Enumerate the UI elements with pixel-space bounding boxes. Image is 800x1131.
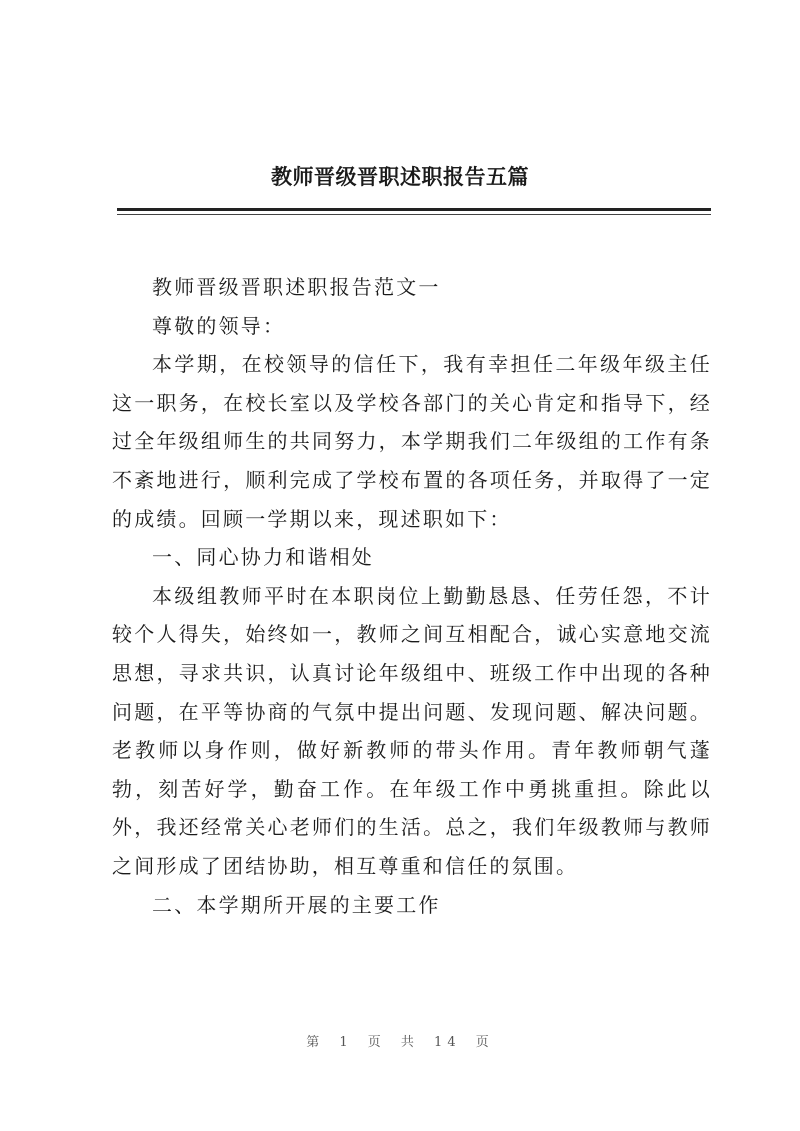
salutation: 尊敬的领导： bbox=[152, 313, 286, 338]
document-body bbox=[112, 268, 712, 924]
section-heading: 二、本学期所开展的主要工作 bbox=[152, 892, 441, 917]
section-heading: 一、同心协力和谐相处 bbox=[152, 545, 374, 570]
title-divider bbox=[117, 208, 711, 211]
page-number-footer: 第 1 页 共 14 页 bbox=[306, 1035, 494, 1050]
body-paragraph: 本级组教师平时在本职岗位上勤勤恳恳、任劳任怨，不计较个人得失，始终如一，教师之间互相配合，诚心实意地交流思想，寻求共识，认真讨论年级组中、班级工作中出现的各种问题，在平等协商的气氛中提出问题、发现问题、解决问题。老教师以身作则，做好新教师的带头作用。青年教师朝气蓬勃，刻苦好学，勤奋工作。在年级工作中勇挑重担。除此以外，我还经常关心老师们的生活。总之，我们年级教师与教师之间形成了团结协助，相互尊重和信任的氛围。 bbox=[112, 583, 712, 878]
body-paragraph: 本学期，在校领导的信任下，我有幸担任二年级年级主任这一职务，在校长室以及学校各部门的关心肯定和指导下，经过全年级组师生的共同努力，本学期我们二年级组的工作有条不紊地进行，顺利完成了学校布置的各项任务，并取得了一定的成绩。回顾一学期以来，现述职如下： bbox=[112, 352, 712, 531]
section-heading: 教师晋级晋职述职报告范文一 bbox=[152, 275, 441, 299]
document-title: 教师晋级晋职述职报告五篇 bbox=[271, 164, 529, 189]
title-divider-thin bbox=[117, 214, 711, 215]
